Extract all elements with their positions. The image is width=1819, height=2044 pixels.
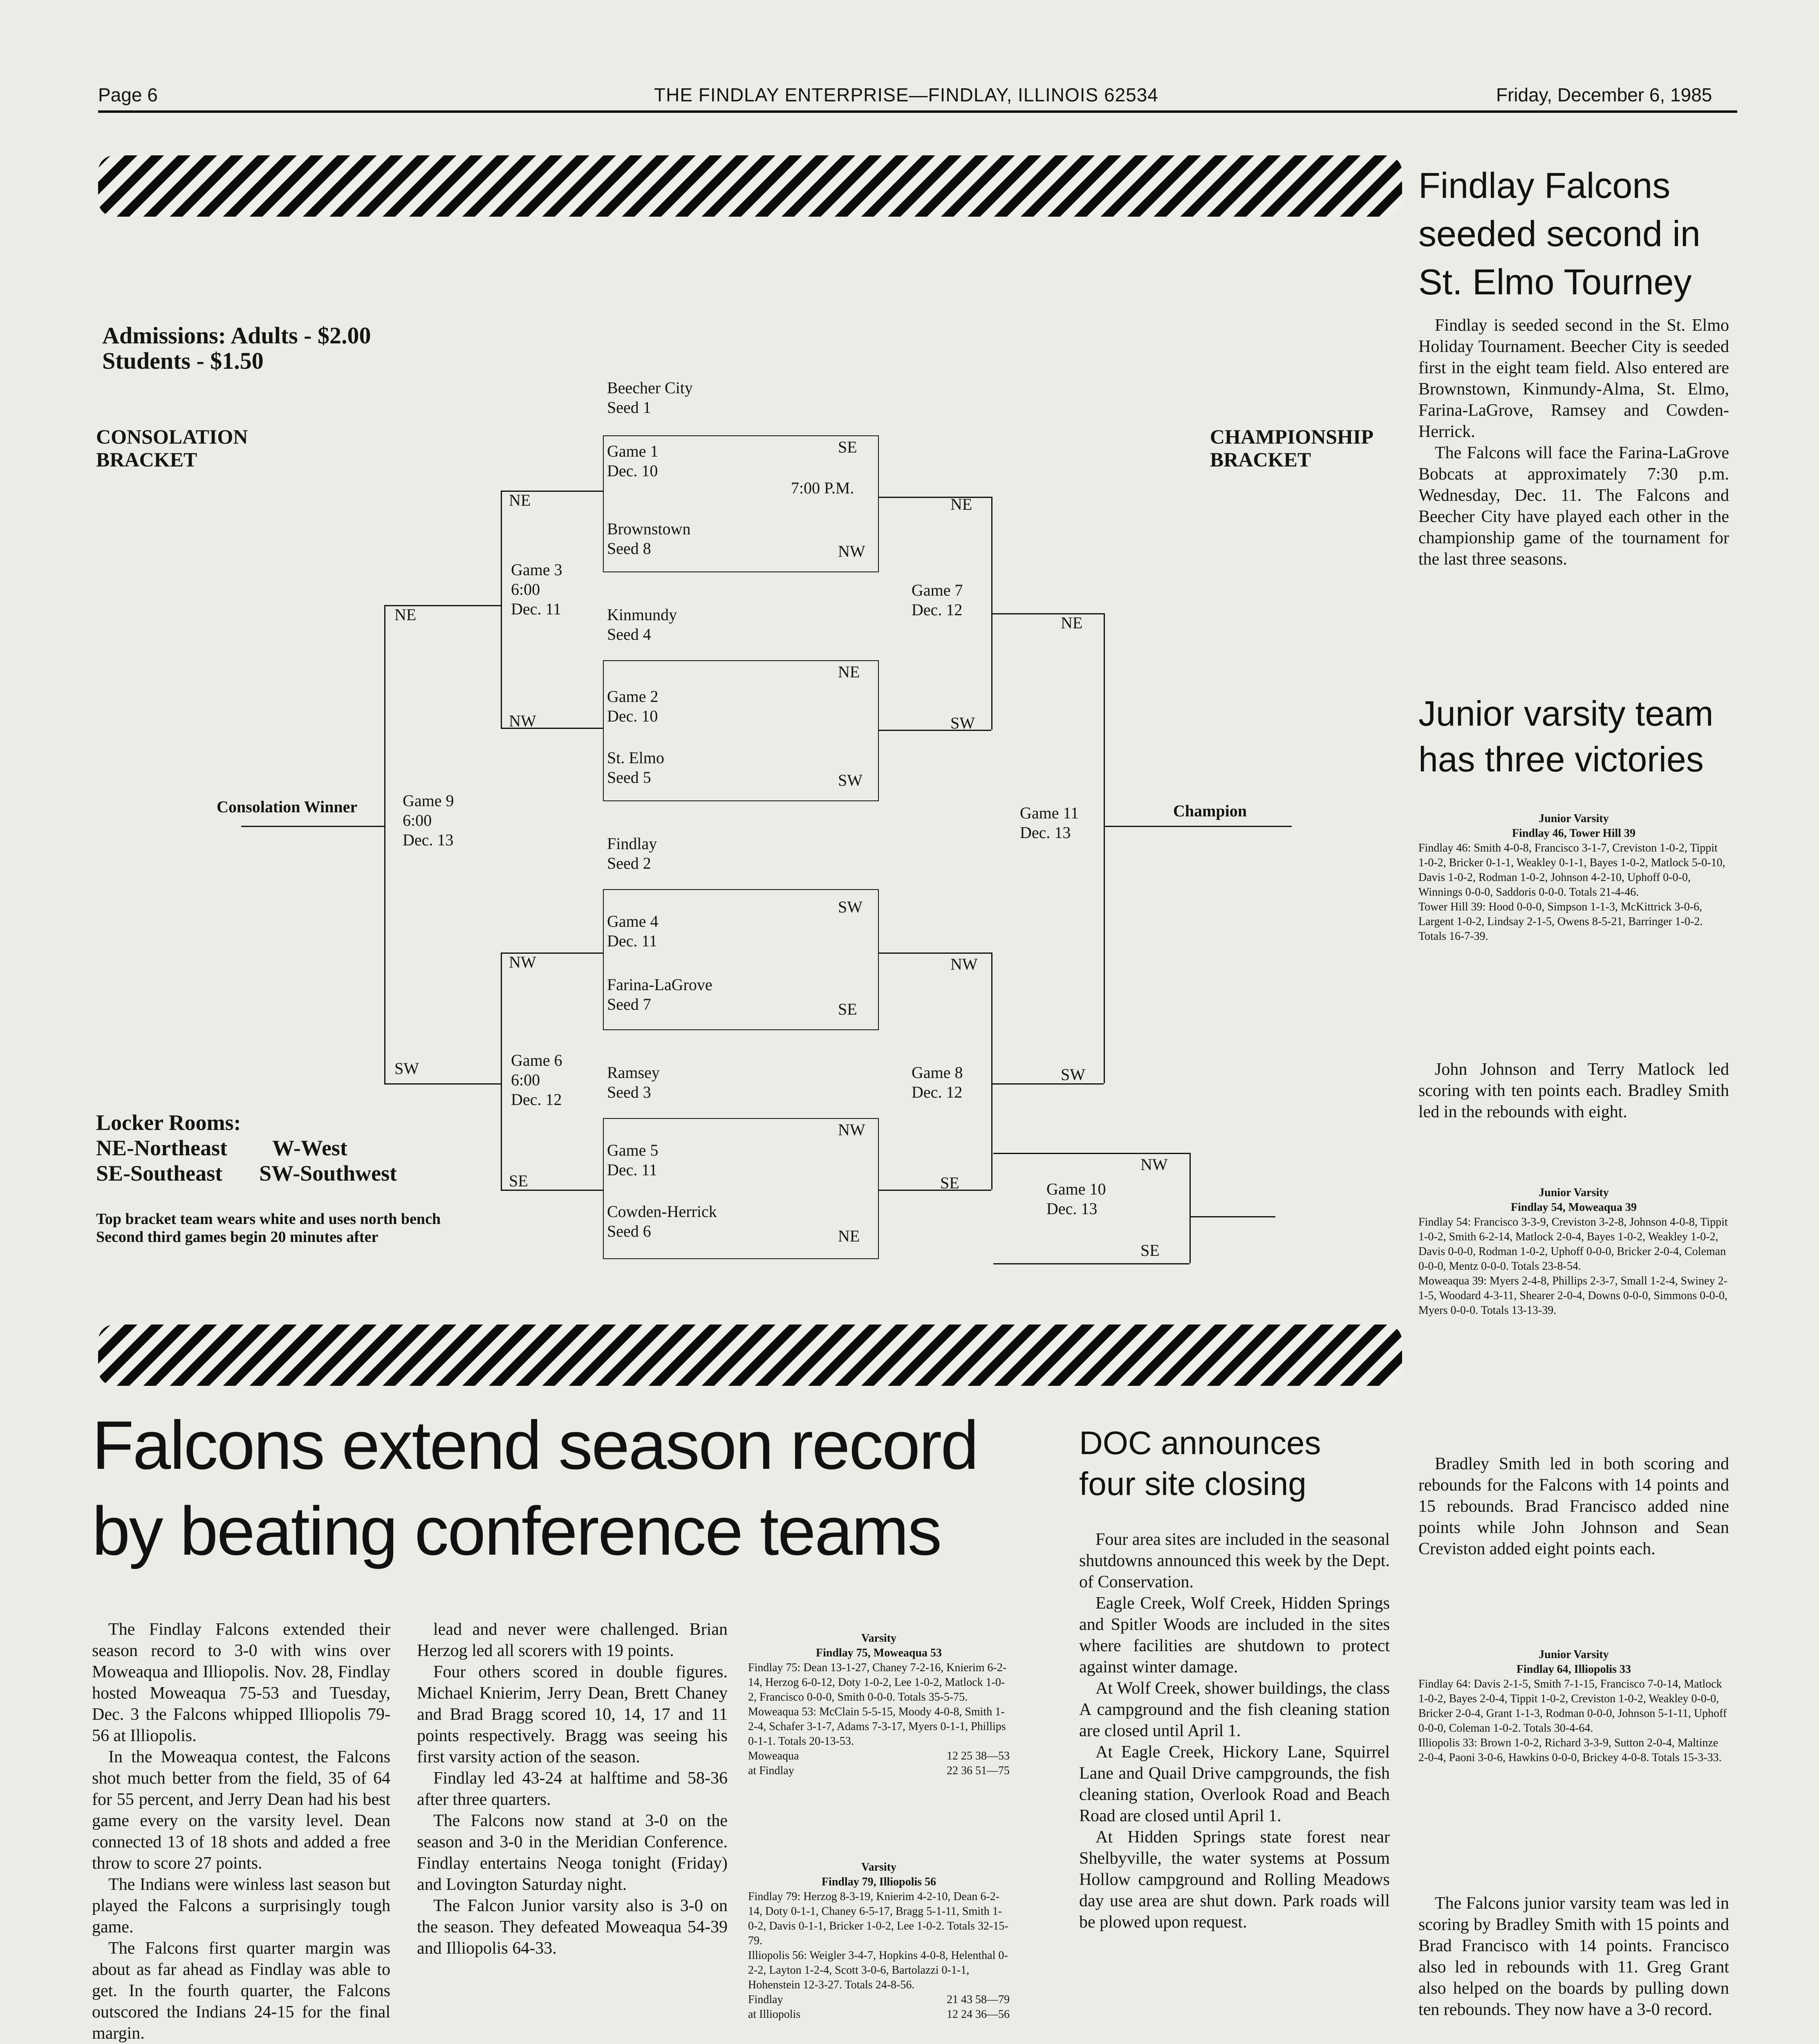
dir-tag: NW (838, 1121, 865, 1139)
dir-tag: NE (950, 495, 972, 513)
jv-box-illiopolis: Junior Varsity Findlay 64, Illiopolis 33 Findlay 64: Davis 2-1-5, Smith 7-1-15, Francisco 7-0-14, Matlock 1-0-2, Bayes 2-0-4, Tippit 1-0-2, Creviston 1-0-2, Weakley 0-0-0, Bricker 2-0-4, Grant 1-1-3, Rodman 0-0-0, Johnson 5-1-11, Uphoff 0-0-0, Coleman 1-0-2. Totals 30-4-64. Illiopolis 33: Brown 1-0-2, Richard 3-3-9, Sutton 2-0-4, Maltinze 2-0-4, Paoni 3-0-6, Hawkins 0-0-0, Brickey 4-0-8. Totals 15-3-33. (1418, 1648, 1727, 1764)
jv-para-1: John Johnson and Terry Matlock led scoring with ten points each. Bradley Smith led in the rebounds with eight. (1418, 1060, 1729, 1121)
championship-label: CHAMPIONSHIP BRACKET (1210, 425, 1373, 471)
dir-tag: NW (838, 542, 865, 560)
game5-label: Game 5 Dec. 11 (607, 1141, 659, 1179)
game3-label: Game 3 6:00 Dec. 11 (511, 560, 562, 618)
dir-tag: SE (1140, 1241, 1160, 1260)
bracket-notes: Top bracket team wears white and uses north bench Second third games begin 20 minutes after (96, 1210, 441, 1246)
masthead-rule (98, 110, 1737, 113)
game1-time: 7:00 P.M. (791, 479, 854, 497)
game9-label: Game 9 6:00 Dec. 13 (403, 791, 454, 849)
team-st-elmo: St. Elmo Seed 5 (607, 749, 665, 787)
falcons-story-col2: lead and never were challenged. Brian Herzog led all scorers with 19 points. Four others scored in double figures. Michael Knierim, Jerry Dean, Brett Chaney and Brad Bragg scored 10, 14, 17 and 11 points respectively. Bragg was seeing his first varsity action of the season. Findlay led 43-24 at halftime and 58-36 after three quarters. The Falcons now stand at 3-0 on the season and 3-0 in the Meridian Conference. Findlay entertains Neoga tonight (Friday) and Lovington Saturday night. The Falcon Junior varsity also is 3-0 on the season. They defeated Moweaqua 54-39 and Illiopolis 64-33. (417, 1620, 728, 1958)
dir-tag: SE (509, 1172, 528, 1190)
holiday-garland-bottom (98, 1325, 1402, 1386)
varsity-box-moweaqua: Varsity Findlay 75, Moweaqua 53 Findlay 75: Dean 13-1-27, Chaney 7-2-16, Knierim 6-2-14, Herzog 6-0-12, Doty 1-0-2, Lee 1-0-2, Matlock 1-0-2, Francisco 0-0-0, Smith 0-0-0. Totals 35-5-75. Moweaqua 53: McClain 5-5-15, Moody 4-0-8, Smith 1-2-4, Schafer 3-1-7, Adams 7-3-17, Myers 0-1-1, Phillips 0-1-1. Totals 20-13-53. Moweaqua 12 25 38—53 at Findlay 22 36 51—75 (748, 1632, 1010, 1777)
dir-tag: SW (838, 898, 862, 916)
team-farina-lagrove: Farina-LaGrove Seed 7 (607, 975, 712, 1013)
team-brownstown: Brownstown Seed 8 (607, 520, 691, 558)
dir-tag: SE (940, 1174, 959, 1192)
dir-tag: NE (1061, 614, 1083, 632)
dir-tag: SW (950, 714, 975, 732)
game10-label: Game 10 Dec. 13 (1046, 1180, 1106, 1218)
team-cowden-herrick: Cowden-Herrick Seed 6 (607, 1202, 717, 1240)
page-number: Page 6 (98, 84, 158, 105)
falcons-headline: Falcons extend season record by beating conference teams (92, 1407, 978, 1569)
dir-tag: SE (838, 438, 857, 456)
champion-label: Champion (1173, 802, 1247, 820)
jv-box-moweaqua: Junior Varsity Findlay 54, Moweaqua 39 Findlay 54: Francisco 3-3-9, Creviston 3-2-8, Johnson 4-0-8, Tippit 1-0-2, Smith 6-2-14, Matlock 2-0-4, Bayes 1-0-2, Weakley 1-0-2, Davis 0-0-0, Rodman 1-0-2, Uphoff 0-0-0, Bricker 2-0-4, Coleman 0-0-0, Mentz 0-0-0. Totals 23-8-54. Moweaqua 39: Myers 2-4-8, Phillips 2-3-7, Small 1-2-4, Swiney 2-1-5, Woodard 4-3-11, Shearer 2-0-4, Downs 0-0-0, Simmons 0-0-0, Myers 0-0-0. Totals 13-13-39. (1418, 1186, 1728, 1317)
holiday-garland-top (98, 155, 1402, 217)
team-kinmundy: Kinmundy Seed 4 (607, 605, 677, 643)
doc-story: Four area sites are included in the seasonal shutdowns announced this week by the Dept. of Conservation. Eagle Creek, Wolf Creek, Hidden Springs and Spitler Woods are included in the sites where facilities are shutdown to protect against winter damage. At Wolf Creek, shower buildings, the class A campground and the fish cleaning station are closed until April 1. At Eagle Creek, Hickory Lane, Squirrel Lane and Quail Drive campgrounds, the fish cleaning station, Overlook Road and Beach Road are closed until April 1. At Hidden Springs state forest near Shelbyville, the water systems at Possum Hollow campground and Rolling Meadows day use area are shut down. Park roads will be plowed upon request. (1079, 1530, 1390, 1932)
issue-date: Friday, December 6, 1985 (1496, 84, 1712, 105)
jv-box-tower-hill: Junior Varsity Findlay 46, Tower Hill 39 Findlay 46: Smith 4-0-8, Francisco 3-1-7, Creviston 1-0-2, Tippit 1-0-2, Bricker 0-1-1, Weakley 0-1-1, Bayes 1-0-2, Matlock 5-0-10, Davis 1-0-2, Rodman 1-0-2, Johnson 4-2-10, Uphoff 0-0-0, Winnings 0-0-0, Saddoris 0-0-0. Totals 21-4-46. Tower Hill 39: Hood 0-0-0, Simpson 1-1-3, McKittrick 3-0-6, Largent 1-0-2, Lindsay 2-1-5, Owens 8-5-21, Barringer 1-0-2. Totals 16-7-39. (1418, 812, 1725, 943)
jv-para-3: The Falcons junior varsity team was led in scoring by Bradley Smith with 15 points and Brad Francisco with 14 points. Francisco also led in rebounds with 11. Greg Grant also helped on the boards by pulling down ten rebounds. They now have a 3-0 record. (1418, 1894, 1729, 2019)
dir-tag: NW (950, 955, 978, 973)
game11-label: Game 11 Dec. 13 (1020, 804, 1079, 842)
team-beecher-city: Beecher City Seed 1 (607, 379, 693, 417)
game4-label: Game 4 Dec. 11 (607, 912, 659, 950)
dir-tag: NE (394, 605, 417, 624)
dir-tag: NW (1140, 1155, 1168, 1174)
dir-tag: NE (838, 1227, 860, 1245)
dir-tag: NW (509, 953, 536, 971)
consolation-winner-label: Consolation Winner (217, 798, 358, 816)
tourney-story: Findlay is seeded second in the St. Elmo Holiday Tournament. Beecher City is seeded first in the eight team field. Also entered are Brownstown, Kinmundy-Alma, St. Elmo, Farina-LaGrove, Ramsey and Cowden-Herrick. The Falcons will face the Farina-LaGrove Bobcats at approximately 7:30 p.m. Wednesday, Dec. 11. The Falcons and Beecher City have played each other in the championship game of the tournament for the last three seasons. (1418, 316, 1729, 569)
jv-para-2: Bradley Smith led in both scoring and rebounds for the Falcons with 14 points and 15 rebounds. Brad Francisco added nine points while John Johnson and Sean Creviston added eight points each. (1418, 1455, 1729, 1558)
admissions: Admissions: Adults - $2.00 Students - $1.50 (102, 322, 371, 374)
doc-headline: DOC announces four site closing (1079, 1425, 1321, 1502)
team-ramsey: Ramsey Seed 3 (607, 1063, 660, 1101)
dir-tag: NW (509, 712, 536, 730)
dir-tag: NE (509, 491, 531, 509)
tourney-headline: Findlay Falcons seeded second in St. Elmo Tourney (1418, 165, 1700, 302)
game2-label: Game 2 Dec. 10 (607, 687, 659, 725)
locker-rooms: Locker Rooms: NE-Northeast W-West SE-Southeast SW-Southwest (96, 1110, 397, 1186)
dir-tag: SE (838, 1000, 857, 1018)
consolation-label: CONSOLATION BRACKET (96, 425, 248, 471)
game1-label: Game 1 Dec. 10 (607, 442, 659, 480)
dir-tag: NE (838, 663, 860, 681)
game6-label: Game 6 6:00 Dec. 12 (511, 1051, 562, 1109)
jv-headline: Junior varsity team has three victories (1418, 694, 1714, 779)
dir-tag: SW (1061, 1065, 1085, 1084)
paper-masthead: THE FINDLAY ENTERPRISE—FINDLAY, ILLINOIS 62534 (654, 84, 1158, 105)
dir-tag: SW (838, 771, 862, 789)
game7-label: Game 7 Dec. 12 (912, 581, 963, 619)
falcons-story-col1: The Findlay Falcons extended their season record to 3-0 with wins over Moweaqua and Illiopolis. Nov. 28, Findlay hosted Moweaqua 75-53 and Tuesday, Dec. 3 the Falcons whipped Illiopolis 79-56 at Illiopolis. In the Moweaqua contest, the Falcons shot much better from the field, 35 of 64 for 55 percent, and Jerry Dean had his best game every on the varsity level. Dean connected 13 of 18 shots and added a free throw to score 27 points. The Indians were winless last season but played the Falcons a surprisingly tough game. The Falcons first quarter margin was about as far ahead as Findlay was able to get. In the fourth quarter, the Falcons outscored the Indians 24-15 for the final margin. (92, 1620, 390, 2043)
dir-tag: SW (394, 1059, 419, 1078)
game8-label: Game 8 Dec. 12 (912, 1063, 963, 1101)
varsity-box-illiopolis: Varsity Findlay 79, Illiopolis 56 Findlay 79: Herzog 8-3-19, Knierim 4-2-10, Dean 6-2-14, Doty 0-1-1, Chaney 6-5-17, Bragg 5-1-11, Smith 1-0-2, Davis 0-1-1, Bricker 1-0-2, Lee 1-0-2. Totals 32-15-79. Illiopolis 56: Weigler 3-4-7, Hopkins 4-0-8, Helenthal 0-2-2, Layton 1-2-4, Scott 3-0-6, Bartolazzi 0-1-1, Hohenstein 12-3-27. Totals 24-8-56. Findlay 21 43 58—79 at Illiopolis 12 24 36—56 (748, 1861, 1010, 2021)
team-findlay: Findlay Seed 2 (607, 834, 657, 872)
